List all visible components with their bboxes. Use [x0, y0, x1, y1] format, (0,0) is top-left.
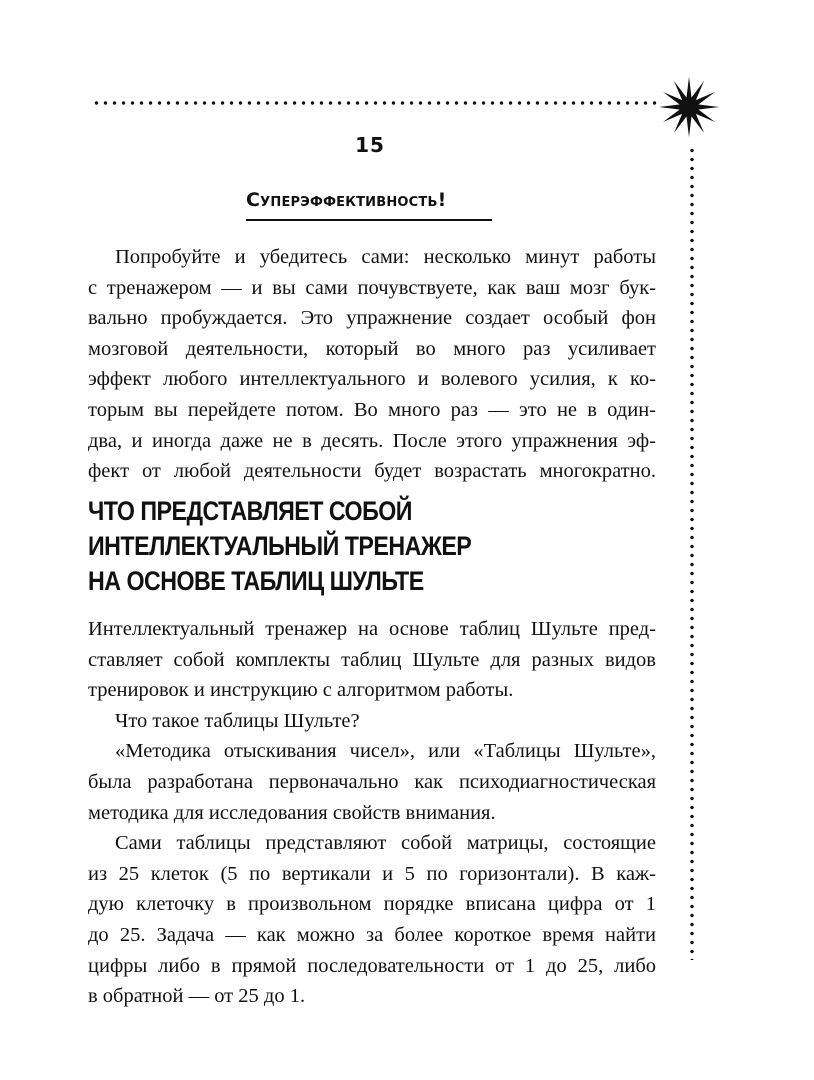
text-line: дую клеточку в произвольном порядке вписана цифра от 1 — [88, 893, 656, 916]
text-line: вально пробуждается. Это упражнение создает особый фон — [88, 307, 656, 330]
dotted-border-right — [689, 146, 695, 960]
text-line: ставляет собой комплекты таблиц Шульте для разных видов — [88, 648, 656, 671]
body-text — [88, 614, 656, 1012]
text-line: торым вы перейдете потом. Во много раз — это не в один- — [88, 398, 656, 421]
text-line: методика для исследования свойств внимания. — [88, 801, 496, 824]
text-line: в обратной — от 25 до 1. — [88, 985, 306, 1008]
text-line: была разработана первоначально как психодиагностическая — [88, 770, 656, 793]
running-head-underline — [246, 219, 492, 221]
running-head: Суперэффективность! — [246, 189, 447, 211]
page-number: 15 — [355, 133, 385, 157]
heading-line: НА ОСНОВЕ ТАБЛИЦ ШУЛЬТЕ — [88, 566, 424, 596]
text-line: эффект любого интеллектуального и волевого усилия, к ко- — [88, 368, 656, 391]
section-heading — [88, 494, 471, 599]
dotted-border-top — [92, 100, 662, 106]
text-line: мозговой деятельности, который во много раз усиливает — [88, 337, 656, 360]
text-line: с тренажером — и вы сами почувствуете, как ваш мозг бук- — [88, 276, 656, 299]
text-line: Сами таблицы представляют собой матрицы, состоящие — [115, 832, 656, 855]
text-line: «Методика отыскивания чисел», или «Таблицы Шульте», — [115, 740, 656, 763]
text-line: цифры либо в прямой последовательности от 1 до 25, либо — [88, 954, 656, 977]
heading-line: ЧТО ПРЕДСТАВЛЯЕТ СОБОЙ — [88, 496, 412, 526]
text-line: из 25 клеток (5 по вертикали и 5 по горизонтали). В каж- — [88, 862, 656, 885]
text-line: Интеллектуальный тренажер на основе таблиц Шульте пред- — [88, 618, 656, 640]
text-line: два, и иногда даже не в десять. После этого упражнения эф- — [88, 429, 656, 452]
text-line: до 25. Задача — как можно за более короткое время найти — [88, 923, 656, 946]
text-line: фект от любой деятельности будет возрастать многократно. — [88, 460, 656, 483]
intro-paragraph — [88, 242, 656, 487]
asterisk-star-icon — [658, 76, 720, 138]
text-line: Попробуйте и убедитесь сами: несколько минут работы — [115, 246, 656, 268]
text-line: Что такое таблицы Шульте? — [115, 709, 360, 732]
heading-line: ИНТЕЛЛЕКТУАЛЬНЫЙ ТРЕНАЖЕР — [88, 531, 472, 561]
text-line: тренировок и инструкцию с алгоритмом работы. — [88, 679, 514, 702]
